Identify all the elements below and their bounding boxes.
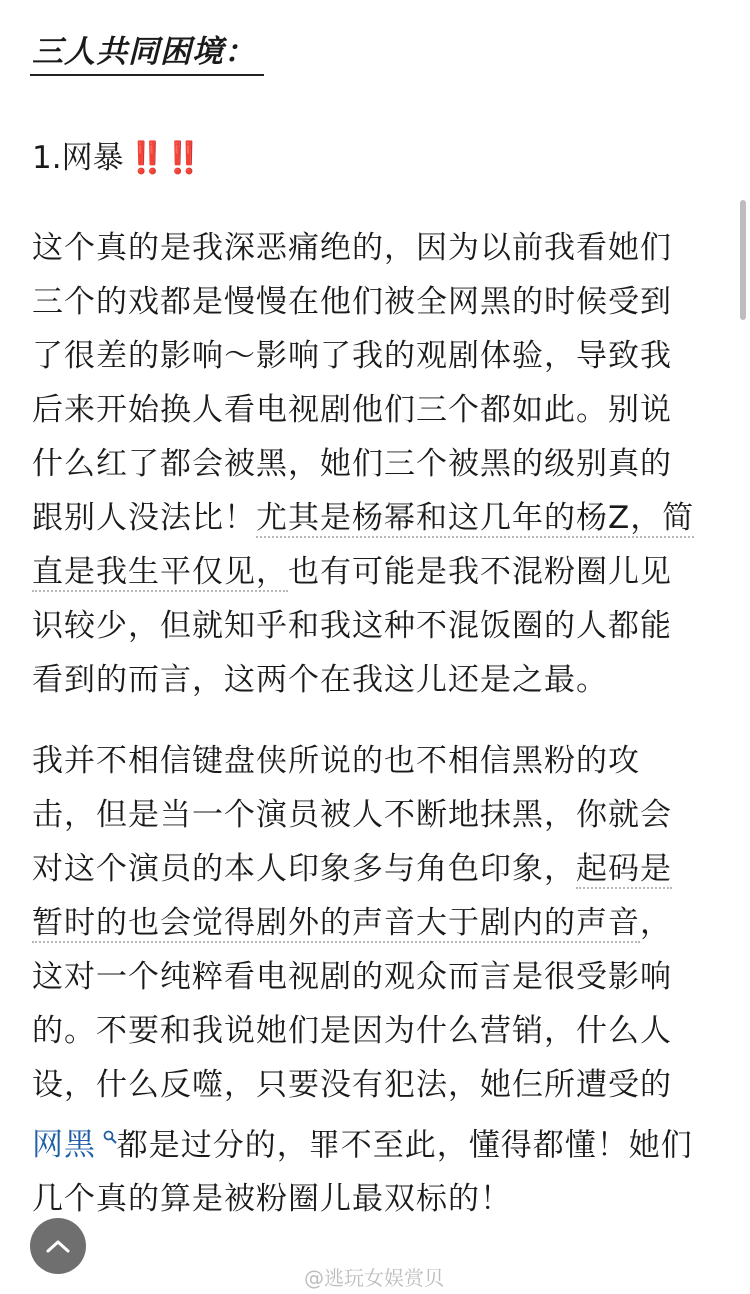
- text-line: 我并不相信键盘侠所说的也不相信黑粉的攻: [32, 743, 640, 779]
- section-heading: 三人共同困境：: [32, 34, 256, 70]
- text-line: 几个真的算是被粉圈儿最双标的！: [32, 1181, 512, 1218]
- highlighted-text: 起码是: [576, 851, 672, 887]
- highlighted-text: 尤其是杨幂和这几年的杨Z，简: [256, 500, 695, 536]
- text-line: [32, 842, 722, 896]
- item-title: [32, 132, 201, 177]
- scrollbar-thumb[interactable]: [740, 200, 746, 320]
- text-segment: ，: [640, 905, 672, 941]
- text-line: 了很差的影响～影响了我的观剧体验，导致我: [32, 338, 672, 374]
- watermark: @逃玩女娱赏贝: [304, 1266, 444, 1290]
- text-line: 三个的戏都是慢慢在他们被全网黑的时候受到: [32, 284, 672, 320]
- text-line: 设，什么反噬，只要没有犯法，她仨所遭受的: [32, 1067, 672, 1103]
- double-exclamation-icon: ‼️‼️: [127, 140, 201, 176]
- text-segment: 跟别人没法比！: [32, 500, 256, 536]
- text-line: 的。不要和我说她们是因为什么营销，什么人: [32, 1013, 672, 1049]
- text-line: 击，但是当一个演员被人不断地抹黑，你就会: [32, 797, 672, 833]
- heading-underline: [30, 74, 264, 76]
- text-segment: 对这个演员的本人印象多与角色印象，: [32, 851, 576, 887]
- text-segment: 也有可能是我不混粉圈儿见: [288, 554, 672, 590]
- text-line: 这对一个纯粹看电视剧的观众而言是很受影响: [32, 959, 672, 995]
- keyword-link[interactable]: [32, 1127, 117, 1163]
- text-line: [32, 896, 722, 950]
- text-line: [32, 1112, 722, 1172]
- back-to-top-button[interactable]: [30, 1218, 86, 1274]
- text-line: 这个真的是我深恶痛绝的，因为以前我看她们: [32, 230, 672, 266]
- text-line: 后来开始换人看电视剧他们三个都如此。别说: [32, 392, 672, 428]
- text-line: 识较少，但就知乎和我这种不混饭圈的人都能: [32, 608, 672, 644]
- text-line: 什么红了都会被黑，她们三个被黑的级别真的: [32, 446, 672, 482]
- text-line: 看到的而言，这两个在我这儿还是之最。: [32, 662, 608, 698]
- link-text: 网黑: [32, 1127, 96, 1164]
- text-line: [32, 491, 722, 545]
- paragraph-1: [32, 221, 722, 707]
- highlighted-text: 暂时的也会觉得剧外的声音大于剧内的声音: [32, 905, 640, 941]
- text-segment: 都是过分的，罪不至此，懂得都懂！她们: [116, 1127, 693, 1164]
- highlighted-text: 直是我生平仅见，: [32, 554, 288, 590]
- item-title-text: 1.网暴: [32, 140, 124, 176]
- text-line: [32, 545, 722, 599]
- chevron-up-icon: [45, 1238, 71, 1254]
- magnifier-icon: [96, 1128, 117, 1149]
- paragraph-2: [32, 734, 722, 1226]
